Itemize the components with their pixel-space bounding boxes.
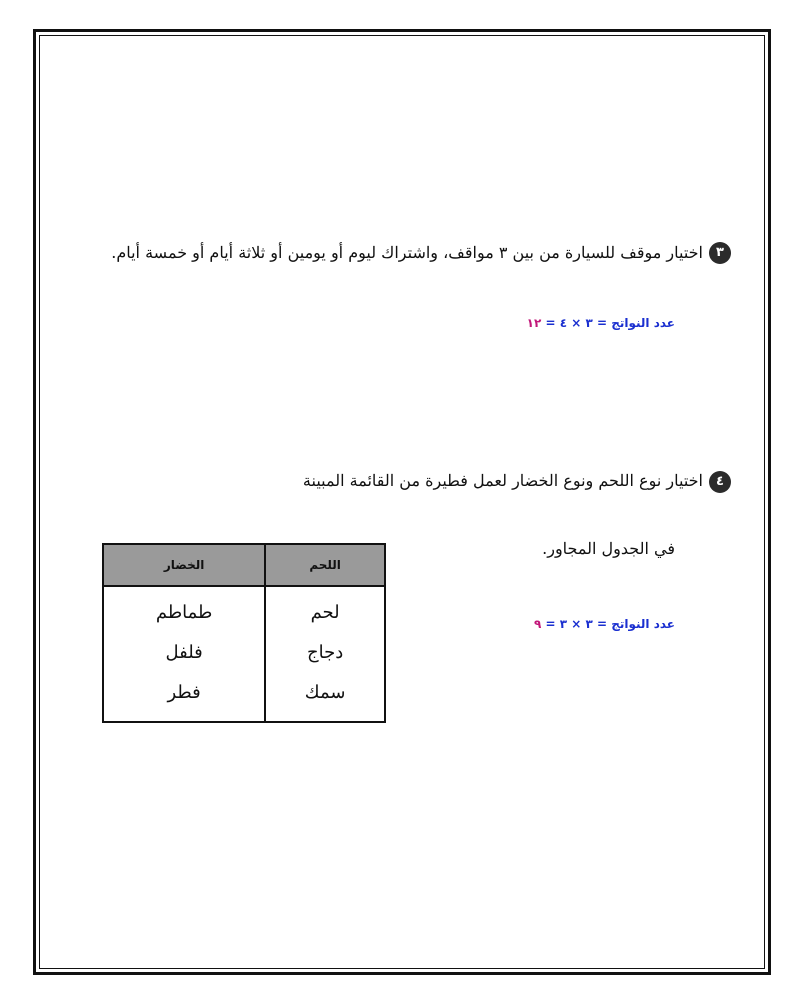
table-cell: دجاج [265, 632, 385, 672]
question-4-text-line1: اختيار نوع اللحم ونوع الخضار لعمل فطيرة من القائمة المبينة [302, 471, 703, 490]
question-3-text: اختيار موقف للسيارة من بين ٣ مواقف، واشتراك ليوم أو يومين أو ثلاثة أيام أو خمسة أيام. [111, 243, 703, 262]
page-inner-border [39, 35, 765, 969]
table-row [103, 632, 385, 672]
table-cell: طماطم [103, 586, 265, 632]
question-3-answer [527, 316, 675, 330]
question-3-answer-value: ١٢ [526, 316, 542, 330]
meat-vegetable-table [102, 543, 386, 723]
table-header-row [103, 544, 385, 586]
question-4-answer-value: ٩ [533, 617, 542, 631]
question-3-number-badge: ٣ [709, 242, 731, 264]
table-row [103, 672, 385, 722]
question-4-answer [534, 617, 675, 631]
question-3-answer-label: عدد النواتج = ٣ × ٤ = [545, 316, 675, 330]
table-cell: لحم [265, 586, 385, 632]
table-cell: سمك [265, 672, 385, 722]
table-header-vegetables: الخضار [103, 544, 265, 586]
table-header-meat: اللحم [265, 544, 385, 586]
question-4-number-badge: ٤ [709, 471, 731, 493]
table-row [103, 586, 385, 632]
table-cell: فطر [103, 672, 265, 722]
question-4-text-line2: في الجدول المجاور. [542, 539, 675, 558]
table-cell: فلفل [103, 632, 265, 672]
question-4-answer-label: عدد النواتج = ٣ × ٣ = [545, 617, 675, 631]
